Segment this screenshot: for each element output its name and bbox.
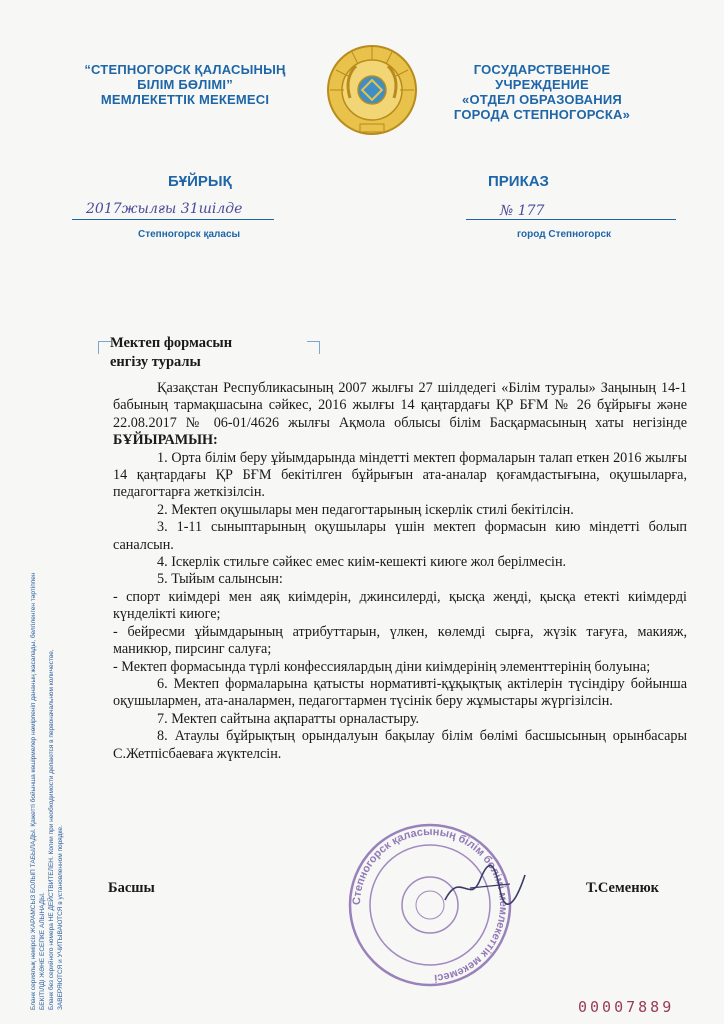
handwritten-date: 2017жылғы 31шілде xyxy=(86,201,243,217)
intro-paragraph xyxy=(113,380,687,450)
order-item: 2. Мектеп оқушылары мен педагогтарының іскерлік стилі бекітілсін. xyxy=(157,501,574,518)
side-note: ЗАВЕРЯЮТСЯ и УЧИТЫВАЮТСЯ в установленном порядке. xyxy=(57,825,64,1010)
order-word: БҰЙЫРАМЫН: xyxy=(113,432,218,449)
state-emblem-icon xyxy=(322,38,422,138)
order-item: 8. Атаулы бұйрықтың орындалуын бақылау білім бөлімі басшысының орынбасары С.Жетпісбаеваға жүктелсін. xyxy=(113,728,687,762)
date-line xyxy=(72,219,274,220)
stamp-text: Степногорск қаласының білім бөлімі мемлекеттік мекемесі xyxy=(350,825,510,984)
side-note: Бланк сериялық нөмірсіз ЖАРАМСЫЗ БОЛЫП ТАБЫЛАДЫ. Қажетті бойынша көшірмелер нөмірленіп дананың жасалады, белгіленген тәртіппен xyxy=(30,572,37,1010)
org-line: БІЛІМ БӨЛІМІ” xyxy=(137,77,233,92)
order-item: 5. Тыйым салынсын: xyxy=(157,571,283,588)
number-line xyxy=(466,219,676,220)
order-item: 6. Мектеп формаларына қатысты нормативті-құқықтық актілерін түсіндіру бойынша оқушылармен, ата-аналармен, педагогтармен түсінік беру жұмыстары жүргізілсін. xyxy=(113,675,687,710)
city-kazakh: Степногорск қаласы xyxy=(138,229,241,240)
prohibition-item: - бейресми ұйымдарының атрибуттарын, үлкен, көлемді сырға, жүзік тағуға, макияж, маникюр, пирсинг салуға; xyxy=(113,623,687,658)
side-note: БЕКІТІЛДІ ЖӘНЕ ЕСЕПКЕ АЛЫНАДЫ. xyxy=(39,892,46,1010)
prohibition-item: - спорт киімдері мен аяқ киімдерін, джинсилерді, қысқа жеңді, қысқа етекті киімдерді күнделікті киюге; xyxy=(113,588,687,623)
org-name-russian xyxy=(432,62,652,122)
signature-scribble-icon xyxy=(440,860,530,910)
org-line: ГОСУДАРСТВЕННОЕ УЧРЕЖДЕНИЕ xyxy=(473,62,611,92)
signature-role: Басшы xyxy=(108,880,155,896)
org-line: ГОРОДА СТЕПНОГОРСКА» xyxy=(453,107,631,122)
org-line: «ОТДЕЛ ОБРАЗОВАНИЯ xyxy=(462,92,622,107)
order-body xyxy=(113,380,687,763)
document-title-russian: ПРИКАЗ xyxy=(488,173,549,190)
city-russian: город Степногорск xyxy=(517,229,612,240)
prohibition-item: - Мектеп формасында түрлі конфессиялардың діни киімдерінің элементтерінің болуына; xyxy=(113,658,651,675)
subject-bracket-right xyxy=(307,341,320,354)
side-note: Бланк без серийного номера НЕ ДЕЙСТВИТЕЛЕН. Копии при необходимости делаются в первоначальном количестве, xyxy=(48,649,55,1010)
org-name-kazakh xyxy=(80,62,290,107)
serial-number: 00007889 xyxy=(578,998,675,1016)
intro-text: Қазақстан Республикасының 2007 жылғы 27 шілдедегі «Білім туралы» Заңының 14-1 бабының тармақшасына сәйкес, 2016 жылғы 14 қаңтардағы ҚР БҒМ № 26 бұйрығы және 22.08.2017 № 06-01/4626 жылғы Ақмола облысы білім Басқармасының хаты негізінде xyxy=(113,380,687,431)
order-item: 7. Мектеп сайтына ақпаратты орналастыру. xyxy=(157,710,420,727)
subject-line: Мектеп формасын xyxy=(110,335,233,351)
order-item: 1. Орта білім беру ұйымдарында міндетті мектеп формаларын талап еткен 2016 жылғы 14 қаңтардағы ҚР БҒМ бекітілген бұйрығын ата-аналар қоғамдастығына, оқушыларға, педагогтарға жеткізілсін. xyxy=(113,449,687,501)
order-item: 4. Іскерлік стильге сәйкес емес киім-кешекті киюге жол берілмесін. xyxy=(157,554,567,571)
subject xyxy=(110,334,232,372)
org-line: МЕМЛЕКЕТТІК МЕКЕМЕСІ xyxy=(100,92,270,107)
subject-line: енгізу туралы xyxy=(110,354,201,370)
signature-name: Т.Семенюк xyxy=(586,880,660,896)
handwritten-number: № 177 xyxy=(500,203,545,219)
document-title-kazakh: БҰЙРЫҚ xyxy=(168,173,232,190)
order-item: 3. 1-11 сыныптарының оқушылары үшін мектеп формасын кию міндетті болып саналсын. xyxy=(113,519,687,553)
org-line: “СТЕПНОГОРСК ҚАЛАСЫНЫҢ xyxy=(84,62,286,77)
